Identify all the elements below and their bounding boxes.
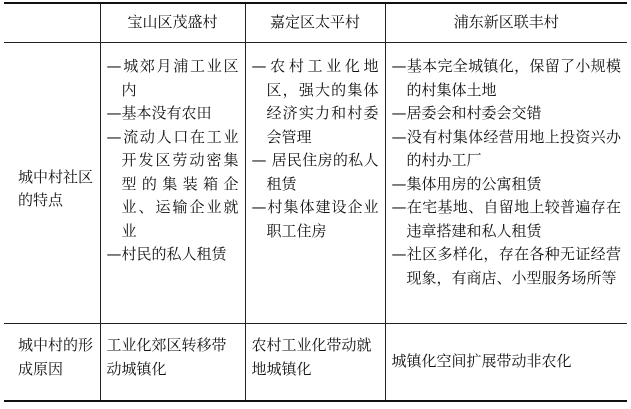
- cell-pudong-features: [385, 43, 627, 324]
- list-item: —集体用房的公寓租赁: [391, 174, 542, 193]
- feature-list-pudong: [392, 55, 622, 290]
- cell-pudong-cause: 城镇化空间扩展带动非农化: [385, 324, 627, 402]
- table-row-features: [4, 43, 627, 324]
- list-item: —流动人口在工业开发区劳动密集型的集装箱企业、运输企业就业: [106, 127, 239, 240]
- list-item: —没有村集体经营用地上投资兴办的村办工厂: [391, 127, 621, 169]
- list-item: —村集体建设企业职工住房: [251, 198, 379, 240]
- table-row-causes: [4, 324, 627, 402]
- list-item: — 居民住房的私人租赁: [251, 151, 379, 193]
- header-cell-jiading: 嘉定区太平村: [245, 3, 385, 43]
- row-label-text: 城中村的形成原因: [18, 336, 94, 378]
- list-item: —村民的私人租赁: [106, 245, 227, 263]
- list-item: —基本完全城镇化，保留了小规模的村集体土地: [391, 57, 621, 99]
- cell-baoshan-cause: 工业化郊区转移带动城镇化: [100, 324, 245, 402]
- header-cell-baoshan: 宝山区茂盛村: [100, 3, 245, 43]
- header-row: [4, 3, 627, 43]
- header-cell-pudong: 浦东新区联丰村: [385, 3, 627, 43]
- comparison-table: [4, 2, 627, 402]
- row-label-features: [4, 43, 100, 324]
- list-item: —基本没有农田: [106, 104, 212, 122]
- list-item: —居委会和村委会交错: [391, 104, 542, 122]
- cell-jiading-cause: 农村工业化带动就地城镇化: [245, 324, 385, 402]
- cell-baoshan-features: [100, 43, 245, 324]
- row-label-text: 城中村社区的特点: [18, 167, 94, 209]
- list-item: —城郊月浦工业区内: [106, 57, 239, 99]
- cell-jiading-features: [245, 43, 385, 324]
- list-item: —农村工业化地区，强大的集体经济实力和村委会管理: [251, 57, 379, 146]
- feature-list-jiading: [252, 55, 379, 243]
- list-item: —在宅基地、自留地上较普遍存在违章搭建和私人租赁: [391, 198, 621, 240]
- row-label-causes: [4, 324, 100, 402]
- feature-list-baoshan: [107, 55, 239, 267]
- list-item: —社区多样化，存在各种无证经营现象，有商店、小型服务场所等: [391, 245, 621, 287]
- header-cell-corner: [4, 3, 100, 43]
